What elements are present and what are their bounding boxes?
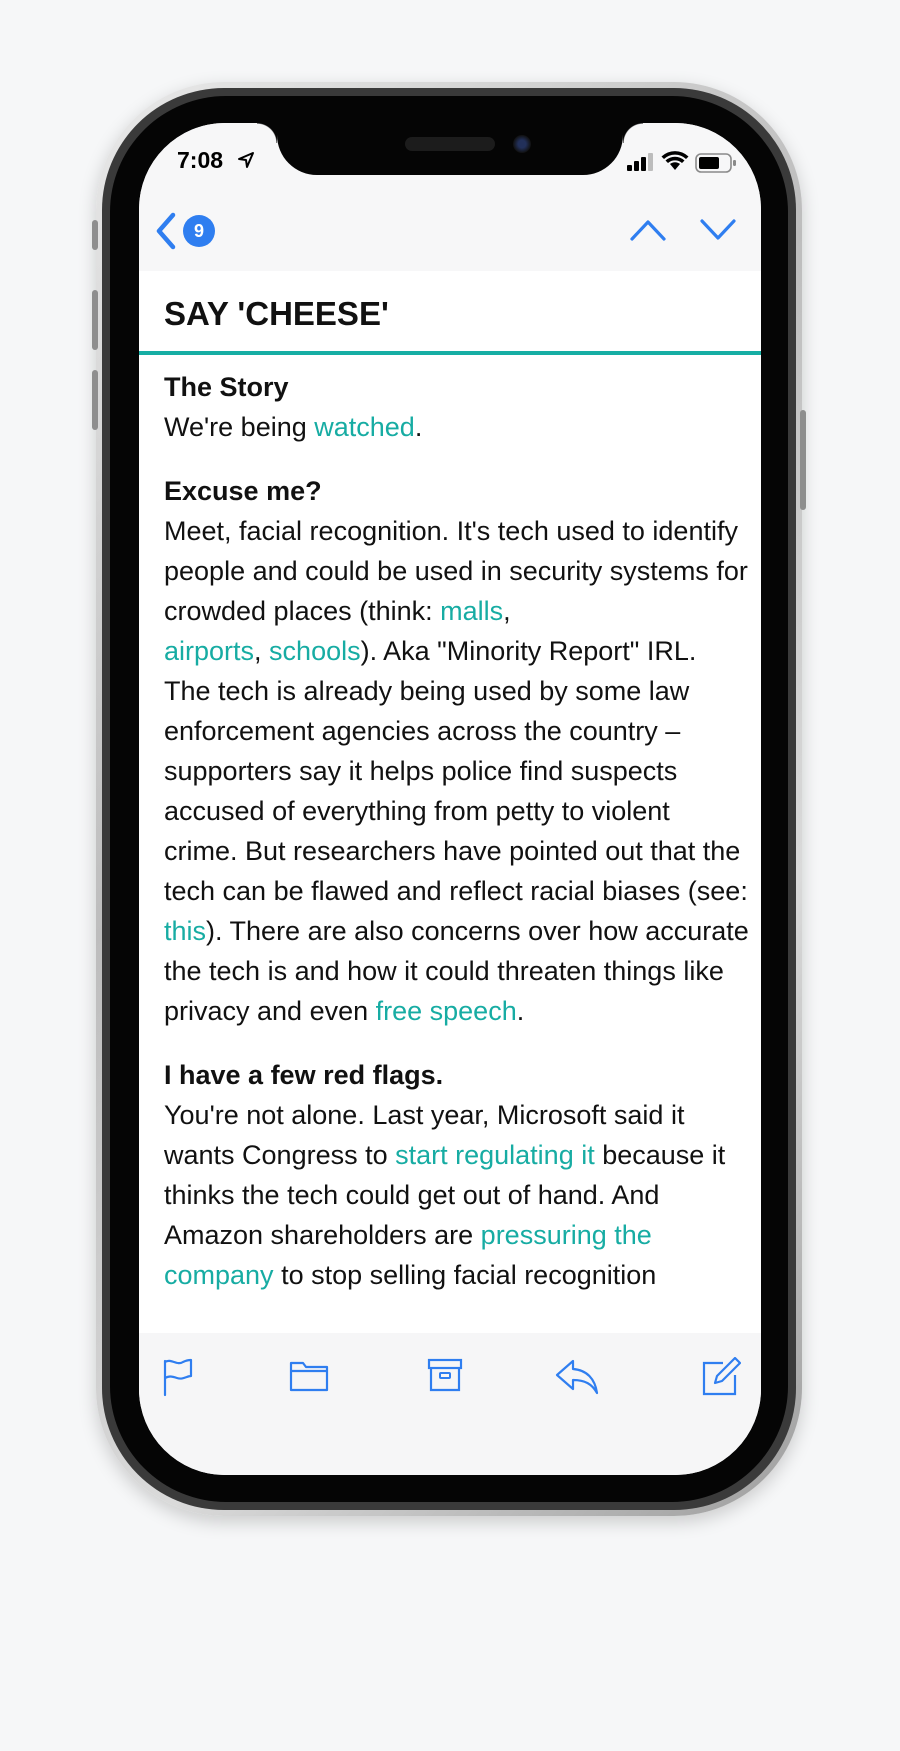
section-red-flags [164,1055,749,1295]
flag-icon[interactable] [161,1357,195,1397]
unread-count-badge[interactable]: 9 [183,215,215,247]
notch [277,123,623,175]
back-chevron-icon[interactable] [153,211,179,251]
email-title: SAY 'CHEESE' [164,295,389,332]
link-start-regulating[interactable]: start regulating it [395,1140,595,1170]
mail-nav-bar [139,183,761,272]
folder-icon[interactable] [289,1357,329,1393]
body-text: , [254,636,270,666]
body-text: . [414,412,423,442]
link-pressuring-company[interactable]: pressuring the company [164,1220,652,1290]
body-text: We're being [164,412,315,442]
section-text [164,1095,749,1295]
reply-icon[interactable] [555,1357,599,1395]
location-arrow-icon [237,151,255,169]
status-time: 7:08 [177,147,224,173]
body-text: to stop selling facial recognition [273,1260,657,1290]
section-heading: The Story [164,372,289,402]
email-header [139,271,761,355]
body-text: , [503,596,511,626]
section-heading: Excuse me? [164,476,322,506]
link-malls[interactable]: malls [440,596,504,626]
link-this[interactable]: this [164,916,207,946]
body-text: ). Aka "Minority Report" IRL. The tech is already being used by some law enforcement agencies across the country – supporters say it helps police find suspects accused of everything from petty to violent crime. But researchers have pointed out that the tech can be flawed and reflect racial biases (see: [164,636,748,906]
archive-icon[interactable] [427,1357,463,1393]
section-text [164,407,749,447]
email-body [164,367,749,1319]
link-free-speech[interactable]: free speech [375,996,517,1026]
front-camera [513,135,531,153]
body-text: because it thinks the tech could get out of hand. And Amazon shareholders are [164,1140,726,1250]
body-text: Meet, facial recognition. It's tech used to identify people and could be used in security systems for crowded places (think: [164,516,748,626]
section-excuse-me [164,471,749,1031]
phone-screen [139,123,761,1475]
body-text: . [516,996,525,1026]
cellular-signal-icon [627,153,655,171]
section-the-story [164,367,749,447]
side-button-silent [92,220,98,250]
earpiece-speaker [405,137,495,151]
body-text: You're not alone. Last year, Microsoft said it wants Congress to [164,1100,685,1170]
side-button-volume-up [92,290,98,350]
side-button-power [800,410,806,510]
section-heading: I have a few red flags. [164,1060,444,1090]
chevron-down-icon[interactable] [699,217,737,243]
section-text [164,511,749,1031]
wifi-icon [661,151,689,171]
compose-icon[interactable] [701,1357,741,1397]
link-watched[interactable]: watched [314,412,415,442]
link-schools[interactable]: schools [269,636,361,666]
bottom-toolbar [139,1333,761,1475]
link-airports[interactable]: airports [164,636,255,666]
battery-icon [695,153,737,173]
chevron-up-icon[interactable] [629,217,667,243]
body-text: ). There are also concerns over how accurate the tech is and how it could threaten things like privacy and even [164,916,749,1026]
side-button-volume-down [92,370,98,430]
